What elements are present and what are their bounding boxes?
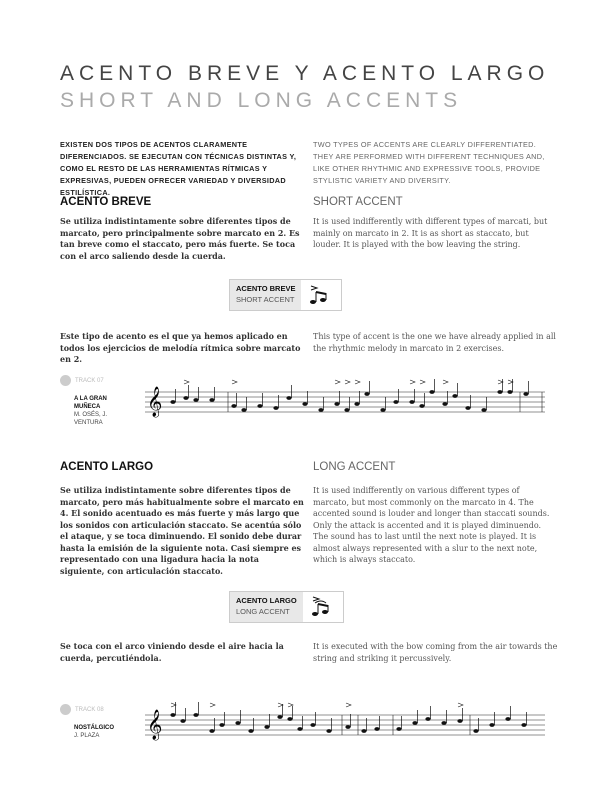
intro-es: EXISTEN DOS TIPOS DE ACENTOS CLARAMENTE DIFERENCIADOS. SE EJECUTAN CON TÉCNICAS DISTINTAS Y, COMO EL RESTO DE LAS HERRAMIENTAS RÍTMICAS Y EXPRESIVAS, PUEDEN OFRECER VARIEDAD Y DIVERSIDAD ESTILÍSTICA. bbox=[60, 140, 297, 197]
page-subtitle: SHORT AND LONG ACCENTS bbox=[60, 89, 463, 112]
heading-acento-largo: ACENTO LARGO bbox=[60, 461, 154, 473]
box-label-en: SHORT ACCENT bbox=[236, 295, 295, 304]
track-08[interactable] bbox=[60, 704, 104, 715]
heading-acento-breve: ACENTO BREVE bbox=[60, 196, 152, 208]
short-accent-symbol-icon bbox=[301, 280, 341, 310]
piece-info-08 bbox=[74, 724, 134, 740]
svg-text:𝄞: 𝄞 bbox=[147, 387, 163, 417]
heading-long-accent: LONG ACCENT bbox=[313, 461, 396, 473]
note-short-en: This type of accent is the one we have already applied in all the rhythmic melody in marcato in 2 exercises. bbox=[313, 332, 556, 353]
box-label-es: ACENTO LARGO bbox=[236, 596, 297, 605]
long-accent-box bbox=[229, 591, 344, 623]
note-long-en: It is executed with the bow coming from the air towards the string and striking it percussively. bbox=[313, 642, 558, 663]
short-accent-box bbox=[229, 279, 342, 311]
body-long-en: It is used indifferently on various different types of marcato, but most commonly on the marcato in 4. The accented sound is louder and longer than staccati sounds. Only the attack is accented and it is played diminuendo. The sound has to last until the next note is played. It is almost always represented with a slur to the next note, which is always staccato. bbox=[313, 486, 550, 564]
play-icon[interactable] bbox=[60, 375, 71, 386]
music-staff-track-08 bbox=[145, 697, 545, 767]
play-icon[interactable] bbox=[60, 704, 71, 715]
body-short-es: Se utiliza indistintamente sobre diferentes tipos de marcato, pero principalmente sobre marcato en 2. Es tan breve como el staccato, pero más fuerte. Se toca con el arco saliendo desde la cuerda. bbox=[60, 216, 300, 261]
composer: M. OSÉS, J. VENTURA bbox=[74, 412, 108, 426]
track-label: TRACK 08 bbox=[75, 706, 104, 713]
piece-info-07 bbox=[74, 395, 134, 427]
box-label-es: ACENTO BREVE bbox=[236, 284, 296, 293]
track-label: TRACK 07 bbox=[75, 377, 104, 384]
intro-en: TWO TYPES OF ACCENTS ARE CLEARLY DIFFERENTIATED. THEY ARE PERFORMED WITH DIFFERENT TECHNIQUES AND, LIKE OTHER RHYTHMIC AND EXPRESSIVE TOOLS, PROVIDE STYLISTIC VARIETY AND DIVERSITY. bbox=[313, 140, 545, 185]
piece-title: NOSTÁLGICO bbox=[74, 725, 114, 731]
page-title: ACENTO BREVE Y ACENTO LARGO bbox=[60, 62, 550, 85]
music-staff-track-07 bbox=[145, 378, 545, 434]
body-short-en: It is used indifferently with different types of marcati, but mainly on marcato in 2. It is as short as staccato, but louder. It is played with the bow leaving the string. bbox=[313, 217, 548, 249]
svg-text:𝄞: 𝄞 bbox=[147, 710, 163, 740]
composer: J. PLAZA bbox=[74, 733, 100, 739]
piece-title: A LA GRAN MUÑECA bbox=[74, 396, 107, 410]
note-short-es: Este tipo de acento es el que ya hemos aplicado en todos los ejercicios de melodía rítmica sobre marcato en 2. bbox=[60, 331, 301, 364]
note-long-es: Se toca con el arco viniendo desde el aire hacia la cuerda, percutiéndola. bbox=[60, 641, 284, 663]
heading-short-accent: SHORT ACCENT bbox=[313, 196, 403, 208]
box-label-en: LONG ACCENT bbox=[236, 607, 290, 616]
body-long-es: Se utiliza indistintamente sobre diferentes tipos de marcato, pero más habitualmente sobre el marcato en 4. El sonido acentuado es más fuerte y más largo que los sonidos con articulación staccato. Se acentúa sólo el ataque, y se toca diminuendo. El sonido debe durar hasta la emisión de la siguiente nota. Casi siempre es representado con una ligadura hacia la nota siguiente, con articulación staccato. bbox=[60, 485, 304, 576]
track-07[interactable] bbox=[60, 375, 104, 386]
long-accent-symbol-icon bbox=[303, 592, 343, 622]
